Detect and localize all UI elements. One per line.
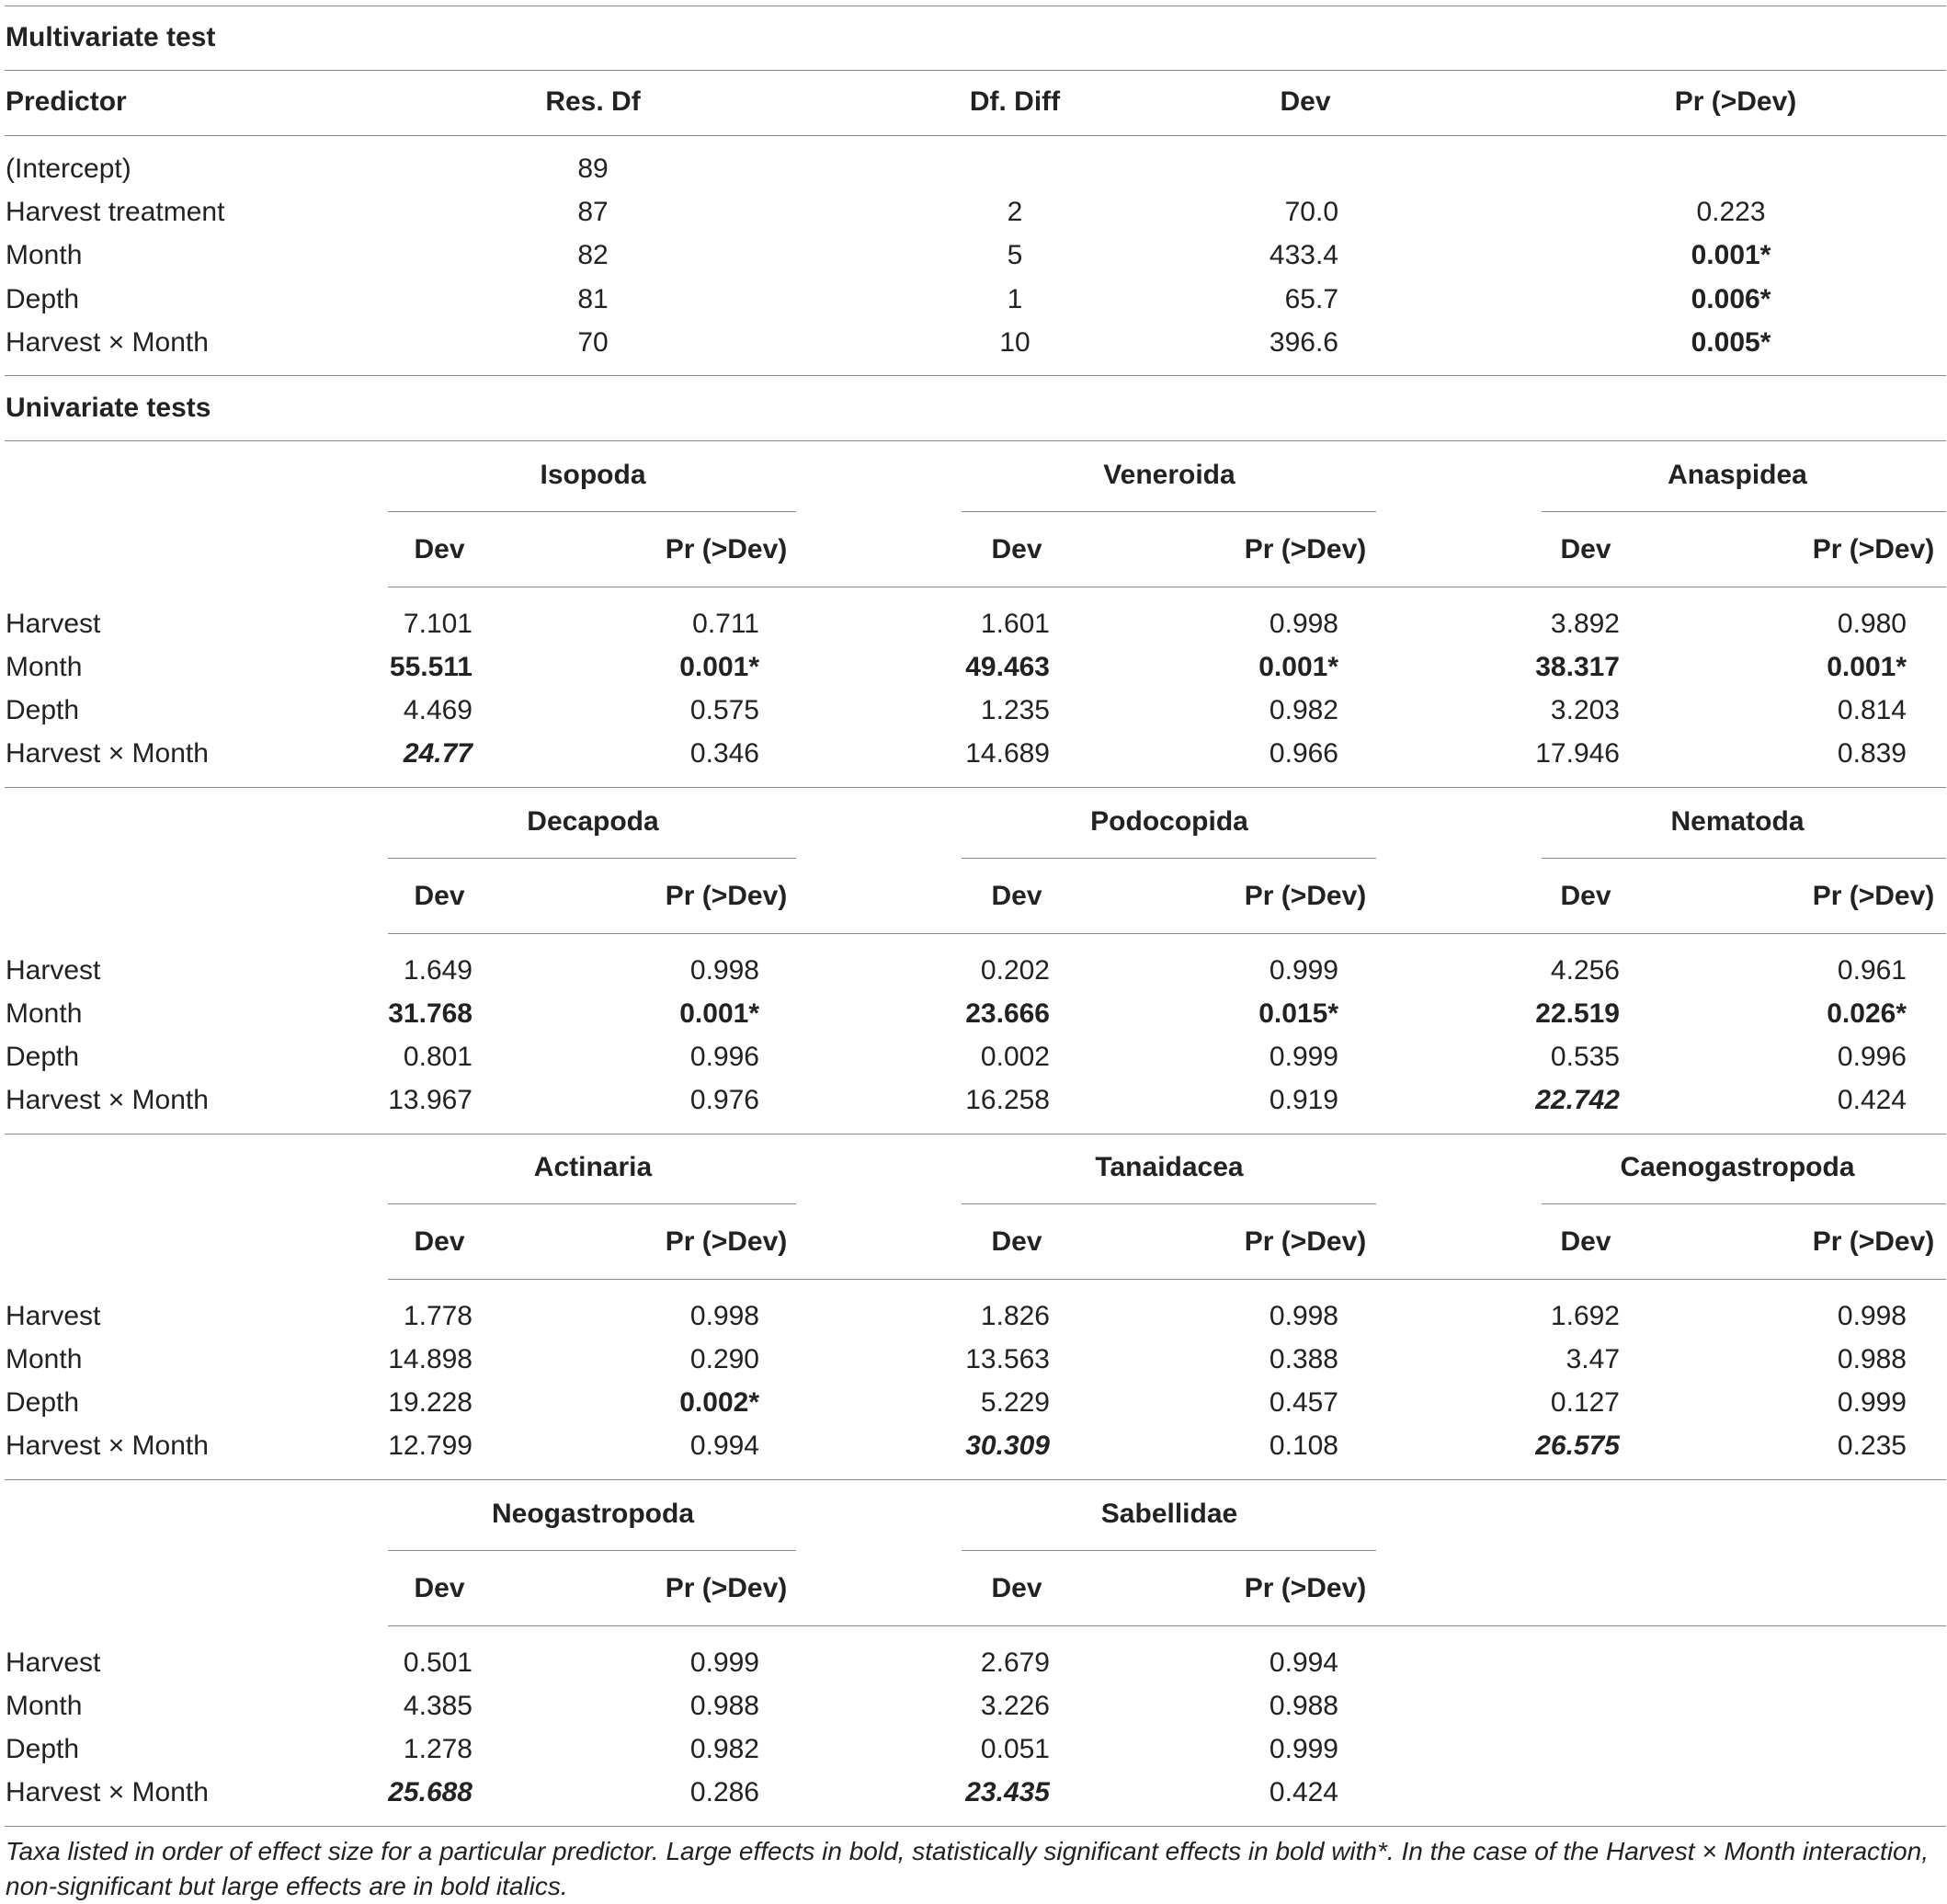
dev-value: 3.47 [1566, 1344, 1620, 1374]
pr-value: 0.998 [689, 1301, 759, 1331]
dev-value: 1.278 [403, 1734, 473, 1764]
pr-value: 0.999 [689, 1647, 759, 1678]
pr-value: 0.998 [689, 955, 759, 986]
dev-value: 17.946 [1535, 738, 1620, 769]
taxon-underline [1542, 1203, 1946, 1204]
pr-value: 0.919 [1269, 1085, 1338, 1115]
taxon-name: Podocopida [1090, 806, 1248, 837]
pr-header: Pr (>Dev) [1812, 1226, 1935, 1257]
taxon-name: Sabellidae [1100, 1499, 1238, 1529]
pr-value: 0.001* [679, 652, 759, 682]
dev-value: 26.575 [1535, 1431, 1620, 1461]
pr-value: 0.575 [689, 695, 759, 725]
dev-value: 30.309 [965, 1431, 1050, 1461]
dev-value: 16.258 [965, 1085, 1050, 1115]
pr-value: 0.961 [1837, 955, 1907, 986]
df-diff-cell: 5 [1007, 240, 1023, 270]
dev-header: Dev [414, 1573, 465, 1603]
pr-header: Pr (>Dev) [1244, 881, 1367, 911]
res-df-cell: 70 [577, 327, 609, 358]
dev-value: 25.688 [388, 1777, 473, 1807]
pr-value: 0.388 [1269, 1344, 1338, 1374]
pr-header: Pr (>Dev) [665, 1226, 788, 1257]
pr-header: Pr (>Dev) [1812, 534, 1935, 564]
pr-header: Pr (>Dev) [1244, 1226, 1367, 1257]
dev-value: 13.563 [965, 1344, 1050, 1374]
row-label: Harvest × Month [6, 1085, 209, 1115]
pr-value: 0.982 [689, 1734, 759, 1764]
row-label: Month [6, 998, 83, 1029]
row-label: Harvest [6, 955, 101, 986]
dev-header: Dev [414, 881, 465, 911]
row-label: Month [6, 652, 83, 682]
pr-value: 0.001* [679, 998, 759, 1029]
row-label: Harvest [6, 609, 101, 639]
table-footnote: Taxa listed in order of effect size for a particular predictor. Large effects in bold, statistically significant effects in bold with*. In the case of the Harvest × Month interaction, non-significant but large effects are in bold italics. [6, 1837, 1929, 1900]
dev-value: 19.228 [388, 1387, 473, 1418]
predictor-label: Month [6, 240, 83, 270]
column-header: Dev [1280, 86, 1331, 117]
dev-header: Dev [991, 534, 1042, 564]
dev-value: 4.385 [403, 1691, 473, 1721]
pr-value: 0.998 [1269, 609, 1338, 639]
res-df-cell: 87 [577, 197, 609, 227]
pr-value: 0.994 [689, 1431, 759, 1461]
taxon-name: Actinaria [533, 1152, 653, 1182]
row-label: Month [6, 1344, 83, 1374]
divider [5, 375, 1946, 376]
dev-value: 24.77 [403, 738, 473, 769]
taxon-name: Anaspidea [1668, 460, 1807, 490]
divider [5, 70, 1946, 71]
res-df-cell: 89 [577, 154, 609, 184]
pr-value: 0.966 [1269, 738, 1338, 769]
pr-value: 0.026* [1827, 998, 1907, 1029]
pr-value: 0.015* [1258, 998, 1338, 1029]
taxon-name: Nematoda [1670, 806, 1805, 837]
dev-value: 3.226 [980, 1691, 1050, 1721]
taxon-name: Neogastropoda [491, 1499, 695, 1529]
taxon-underline [388, 511, 796, 512]
pr-value: 0.711 [692, 609, 759, 639]
pr-cell: 0.005* [1691, 327, 1771, 358]
dev-value: 0.801 [403, 1042, 473, 1072]
dev-value: 12.799 [388, 1431, 473, 1461]
dev-cell: 65.7 [1284, 284, 1338, 314]
pr-value: 0.457 [1269, 1387, 1338, 1418]
dev-header: Dev [1560, 881, 1611, 911]
dev-value: 1.692 [1550, 1301, 1620, 1331]
subheader-rule [388, 933, 1946, 934]
pr-value: 0.999 [1269, 1734, 1338, 1764]
df-diff-cell: 10 [999, 327, 1030, 358]
taxon-underline [388, 1203, 796, 1204]
pr-value: 0.988 [1837, 1344, 1907, 1374]
dev-value: 0.535 [1550, 1042, 1620, 1072]
dev-value: 23.666 [965, 998, 1050, 1029]
pr-value: 0.999 [1269, 955, 1338, 986]
column-header: Predictor [6, 86, 127, 117]
dev-value: 5.229 [980, 1387, 1050, 1418]
taxon-name: Decapoda [527, 806, 659, 837]
pr-value: 0.998 [1837, 1301, 1907, 1331]
taxon-underline [388, 1550, 796, 1551]
dev-header: Dev [1560, 1226, 1611, 1257]
pr-value: 0.982 [1269, 695, 1338, 725]
dev-value: 1.649 [403, 955, 473, 986]
dev-value: 22.519 [1535, 998, 1620, 1029]
dev-value: 0.051 [980, 1734, 1050, 1764]
pr-value: 0.424 [1269, 1777, 1338, 1807]
dev-value: 4.256 [1550, 955, 1620, 986]
predictor-label: (Intercept) [6, 154, 131, 184]
pr-value: 0.290 [689, 1344, 759, 1374]
predictor-label: Depth [6, 284, 80, 314]
dev-value: 55.511 [389, 652, 473, 682]
pr-cell: 0.223 [1696, 197, 1766, 227]
pr-value: 0.988 [689, 1691, 759, 1721]
pr-value: 0.002* [679, 1387, 759, 1418]
taxon-name: Caenogastropoda [1620, 1152, 1855, 1182]
dev-cell: 433.4 [1269, 240, 1338, 270]
pr-value: 0.999 [1269, 1042, 1338, 1072]
dev-value: 14.689 [965, 738, 1050, 769]
pr-value: 0.001* [1827, 652, 1907, 682]
pr-value: 0.999 [1837, 1387, 1907, 1418]
dev-value: 7.101 [403, 609, 473, 639]
pr-header: Pr (>Dev) [1812, 881, 1935, 911]
section-title: Univariate tests [6, 393, 211, 423]
pr-value: 0.424 [1837, 1085, 1907, 1115]
dev-header: Dev [991, 881, 1042, 911]
dev-value: 4.469 [403, 695, 473, 725]
pr-header: Pr (>Dev) [1244, 534, 1367, 564]
pr-value: 0.839 [1837, 738, 1907, 769]
pr-value: 0.996 [1837, 1042, 1907, 1072]
pr-value: 0.998 [1269, 1301, 1338, 1331]
pr-value: 0.976 [689, 1085, 759, 1115]
dev-value: 1.601 [980, 609, 1050, 639]
block-divider [5, 1479, 1946, 1480]
pr-value: 0.108 [1269, 1431, 1338, 1461]
pr-cell: 0.006* [1691, 284, 1771, 314]
column-header: Df. Diff [969, 86, 1061, 117]
pr-header: Pr (>Dev) [665, 534, 788, 564]
row-label: Depth [6, 695, 80, 725]
dev-value: 1.235 [980, 695, 1050, 725]
pr-value: 0.001* [1258, 652, 1338, 682]
pr-value: 0.988 [1269, 1691, 1338, 1721]
pr-header: Pr (>Dev) [665, 1573, 788, 1603]
column-header: Pr (>Dev) [1674, 86, 1797, 117]
pr-value: 0.235 [1837, 1431, 1907, 1461]
pr-value: 0.980 [1837, 609, 1907, 639]
taxon-underline [962, 1550, 1376, 1551]
dev-value: 14.898 [388, 1344, 473, 1374]
pr-header: Pr (>Dev) [665, 881, 788, 911]
pr-value: 0.814 [1837, 695, 1907, 725]
taxon-name: Veneroida [1103, 460, 1235, 490]
taxon-underline [1542, 858, 1946, 859]
divider [5, 135, 1946, 136]
dev-value: 0.127 [1550, 1387, 1620, 1418]
df-diff-cell: 2 [1007, 197, 1023, 227]
row-label: Month [6, 1691, 83, 1721]
row-label: Harvest × Month [6, 1431, 209, 1461]
column-header: Res. Df [545, 86, 641, 117]
dev-header: Dev [414, 534, 465, 564]
row-label: Harvest [6, 1647, 101, 1678]
taxon-underline [1542, 511, 1946, 512]
taxon-underline [962, 858, 1376, 859]
dev-value: 38.317 [1535, 652, 1620, 682]
dev-header: Dev [991, 1226, 1042, 1257]
dev-value: 23.435 [965, 1777, 1050, 1807]
dev-value: 13.967 [388, 1085, 473, 1115]
dev-value: 1.778 [403, 1301, 473, 1331]
subheader-rule [388, 1279, 1946, 1280]
predictor-label: Harvest treatment [6, 197, 225, 227]
pr-value: 0.346 [689, 738, 759, 769]
bottom-rule [5, 1826, 1946, 1827]
row-label: Depth [6, 1734, 80, 1764]
dev-value: 0.202 [980, 955, 1050, 986]
block-divider [5, 787, 1946, 788]
subheader-rule [388, 1625, 1946, 1626]
taxon-underline [388, 858, 796, 859]
row-label: Harvest × Month [6, 1777, 209, 1807]
dev-cell: 70.0 [1284, 197, 1338, 227]
dev-value: 1.826 [980, 1301, 1050, 1331]
dev-value: 31.768 [388, 998, 473, 1029]
dev-value: 0.501 [403, 1647, 473, 1678]
dev-value: 0.002 [980, 1042, 1050, 1072]
dev-cell: 396.6 [1269, 327, 1338, 358]
dev-value: 3.892 [1550, 609, 1620, 639]
row-label: Harvest [6, 1301, 101, 1331]
df-diff-cell: 1 [1007, 284, 1023, 314]
row-label: Harvest × Month [6, 738, 209, 769]
dev-header: Dev [991, 1573, 1042, 1603]
pr-value: 0.994 [1269, 1647, 1338, 1678]
predictor-label: Harvest × Month [6, 327, 209, 358]
pr-value: 0.996 [689, 1042, 759, 1072]
dev-header: Dev [414, 1226, 465, 1257]
row-label: Depth [6, 1042, 80, 1072]
section-title: Multivariate test [6, 22, 216, 52]
taxon-underline [962, 511, 1376, 512]
dev-value: 22.742 [1535, 1085, 1620, 1115]
divider [5, 440, 1946, 441]
pr-value: 0.286 [689, 1777, 759, 1807]
dev-header: Dev [1560, 534, 1611, 564]
dev-value: 3.203 [1550, 695, 1620, 725]
taxon-underline [962, 1203, 1376, 1204]
dev-value: 2.679 [980, 1647, 1050, 1678]
row-label: Depth [6, 1387, 80, 1418]
pr-cell: 0.001* [1691, 240, 1771, 270]
taxon-name: Isopoda [540, 460, 646, 490]
pr-header: Pr (>Dev) [1244, 1573, 1367, 1603]
res-df-cell: 82 [577, 240, 609, 270]
dev-value: 49.463 [965, 652, 1050, 682]
res-df-cell: 81 [577, 284, 609, 314]
taxon-name: Tanaidacea [1095, 1152, 1244, 1182]
